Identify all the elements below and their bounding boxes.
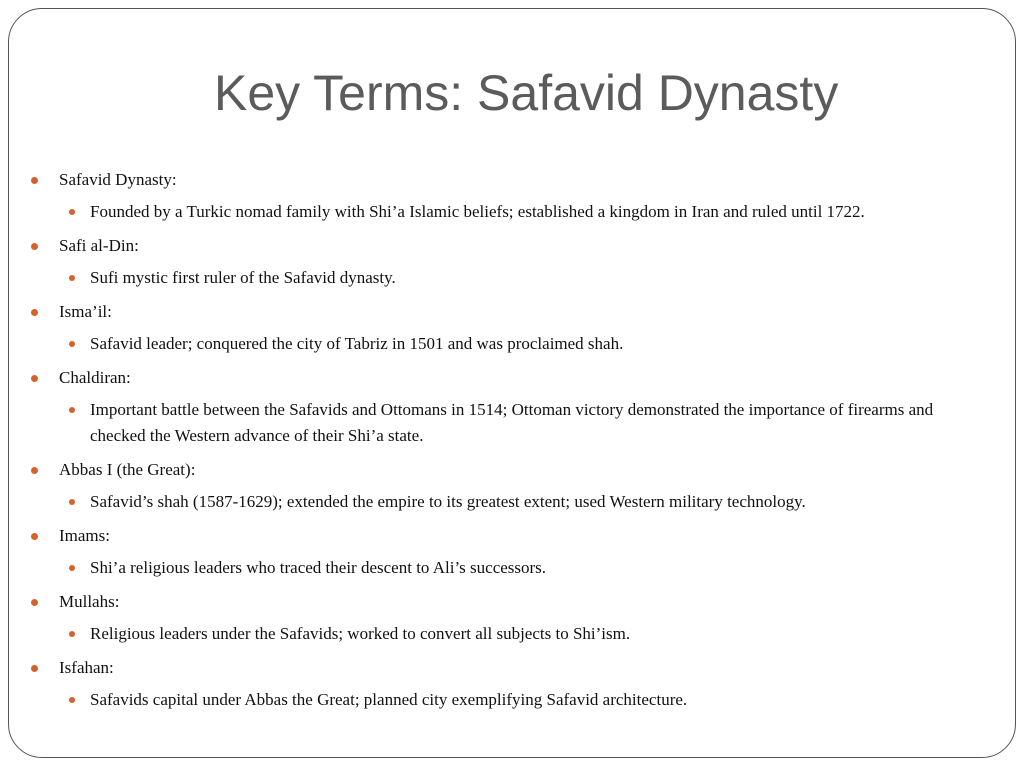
definition-text: Religious leaders under the Safavids; worked to convert all subjects to Shi’ism. <box>90 624 631 643</box>
definition-text: Safavids capital under Abbas the Great; planned city exemplifying Safavid architecture. <box>90 690 688 709</box>
term-item <box>59 234 959 258</box>
definition-text: Safavid leader; conquered the city of Tabriz in 1501 and was proclaimed shah. <box>90 334 624 353</box>
bullet-icon <box>69 697 75 703</box>
term-item <box>59 458 959 482</box>
definition-text: Important battle between the Safavids and Ottomans in 1514; Ottoman victory demonstrated the importance of firearms and checked the Western advance of their Shi’a state. <box>90 400 934 445</box>
term-label: Imams: <box>59 526 110 545</box>
term-item <box>59 366 959 390</box>
bullet-icon <box>31 375 38 382</box>
bullet-icon <box>31 599 38 606</box>
term-item <box>59 656 959 680</box>
term-label: Abbas I (the Great): <box>59 460 196 479</box>
definition-text: Sufi mystic first ruler of the Safavid dynasty. <box>90 268 396 287</box>
bullet-icon <box>31 177 38 184</box>
bullet-icon <box>69 565 75 571</box>
term-definition <box>90 199 959 225</box>
definition-text: Founded by a Turkic nomad family with Shi’a Islamic beliefs; established a kingdom in Iran and ruled until 1722. <box>90 202 865 221</box>
term-list <box>59 168 959 722</box>
bullet-icon <box>69 209 75 215</box>
slide-frame <box>8 8 1016 758</box>
bullet-icon <box>69 499 75 505</box>
term-definition <box>90 331 959 357</box>
term-definition <box>90 687 959 713</box>
term-definition <box>90 397 959 449</box>
term-definition <box>90 265 959 291</box>
bullet-icon <box>31 467 38 474</box>
bullet-icon <box>31 309 38 316</box>
bullet-icon <box>69 341 75 347</box>
term-label: Chaldiran: <box>59 368 131 387</box>
term-definition <box>90 555 959 581</box>
term-label: Mullahs: <box>59 592 120 611</box>
term-label: Safavid Dynasty: <box>59 170 177 189</box>
bullet-icon <box>31 665 38 672</box>
term-label: Safi al-Din: <box>59 236 139 255</box>
bullet-icon <box>69 407 75 413</box>
term-item <box>59 524 959 548</box>
bullet-icon <box>31 243 38 250</box>
bullet-icon <box>31 533 38 540</box>
term-item <box>59 300 959 324</box>
term-label: Isma’il: <box>59 302 112 321</box>
term-definition <box>90 621 959 647</box>
slide-title: Key Terms: Safavid Dynasty <box>214 65 839 121</box>
term-label: Isfahan: <box>59 658 114 677</box>
bullet-icon <box>69 631 75 637</box>
term-item <box>59 590 959 614</box>
definition-text: Safavid’s shah (1587-1629); extended the empire to its greatest extent; used Western military technology. <box>90 492 806 511</box>
term-definition <box>90 489 959 515</box>
bullet-icon <box>69 275 75 281</box>
term-item <box>59 168 959 192</box>
definition-text: Shi’a religious leaders who traced their descent to Ali’s successors. <box>90 558 547 577</box>
